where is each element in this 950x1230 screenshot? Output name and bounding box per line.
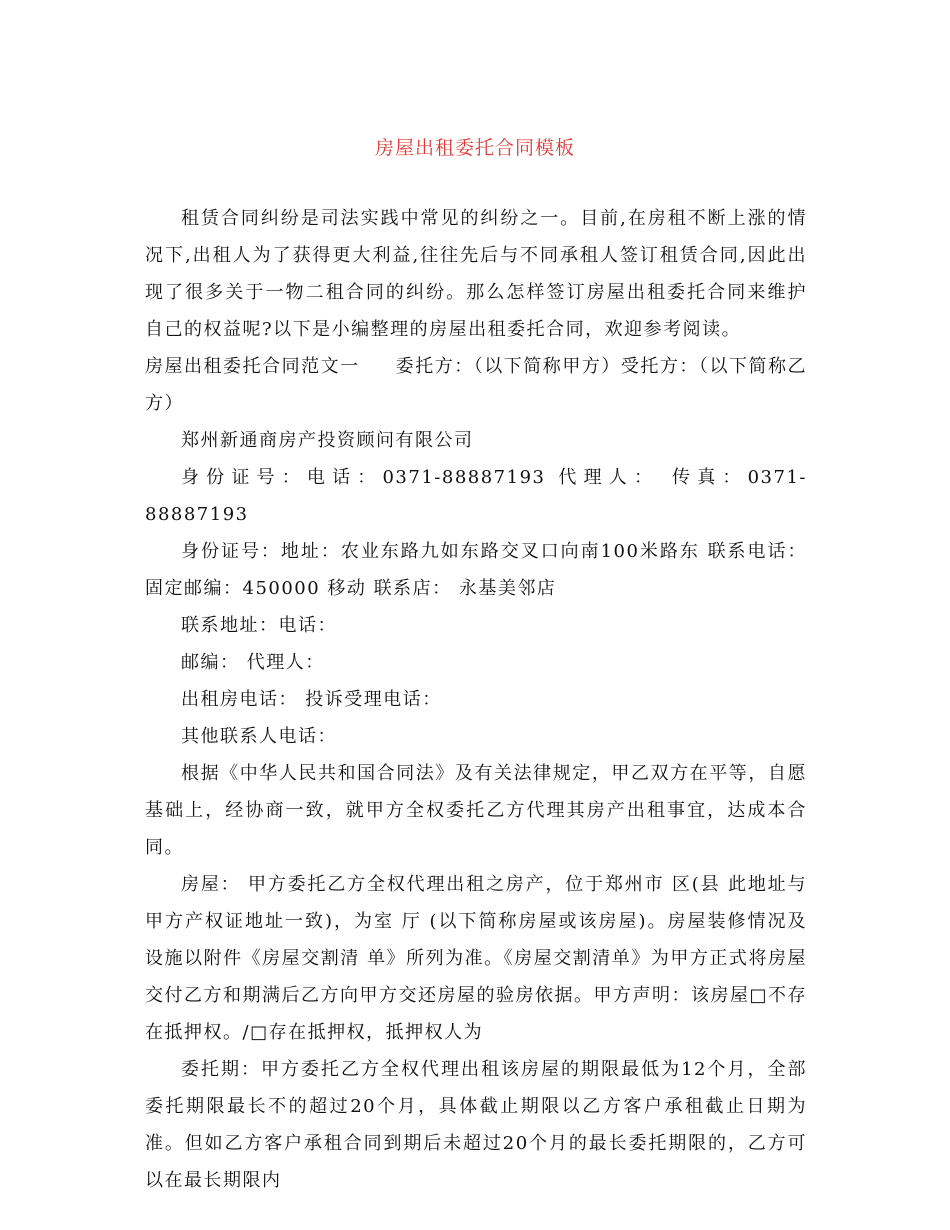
parties-line: 委托方：（以下简称甲方）受托方：（以下简称乙方） — [145, 356, 808, 414]
contact-address-line: 联系地址：电话： — [181, 615, 337, 636]
sample-heading: 房屋出租委托合同范文一 — [145, 356, 360, 377]
contact-line-1: 身份证号：电话：0371-88887193 代理人： 传真：0371-88887193 — [145, 467, 807, 525]
postcode-agent-line: 邮编： 代理人： — [181, 652, 325, 673]
contact-line-2: 身份证号：地址：农业东路九如东路交叉口向南100米路东 联系电话： 固定邮编：450000 移动 联系店： 永基美邻店 — [145, 541, 807, 599]
other-contact-line: 其他联系人电话： — [181, 726, 337, 747]
document-body — [145, 200, 807, 1199]
property-paragraph: 房屋： 甲方委托乙方全权代理出租之房产，位于郑州市 区(县 此地址与甲方产权证地址一致)，为室 厅 (以下简称房屋或该房屋)。房屋装修情况及设施以附件《房屋交割清 单》所列为准。《房屋交割清单》为甲方正式将房屋交付乙方和期满后乙方向甲方交还房屋的验房依据。甲方声明：该房屋□不存在抵押权。/□存在抵押权，抵押权人为 — [145, 874, 808, 1043]
term-paragraph: 委托期：甲方委托乙方全权代理出租该房屋的期限最低为12个月，全部委托期限最长不的超过20个月，具体截止期限以乙方客户承租截止日期为准。但如乙方客户承租合同到期后未超过20个月的最长委托期限的，乙方可以在最长期限内 — [145, 1059, 807, 1191]
intro-paragraph: 租赁合同纠纷是司法实践中常见的纠纷之一。目前,在房租不断上涨的情况下,出租人为了获得更大利益,往往先后与不同承租人签订租赁合同,因此出现了很多关于一物二租合同的纠纷。那么怎样签订房屋出租委托合同来维护自己的权益呢?以下是小编整理的房屋出租委托合同，欢迎参考阅读。 — [145, 208, 807, 340]
company-name: 郑州新通商房产投资顾问有限公司 — [181, 430, 474, 451]
rental-phone-line: 出租房电话： 投诉受理电话： — [181, 689, 442, 710]
sample-heading-line — [145, 348, 807, 422]
document-title: 房屋出租委托合同模板 — [374, 137, 575, 159]
legal-basis-paragraph: 根据《中华人民共和国合同法》及有关法律规定，甲乙双方在平等，自愿基础上，经协商一致，就甲方全权委托乙方代理其房产出租事宜，达成本合同。 — [145, 763, 807, 858]
